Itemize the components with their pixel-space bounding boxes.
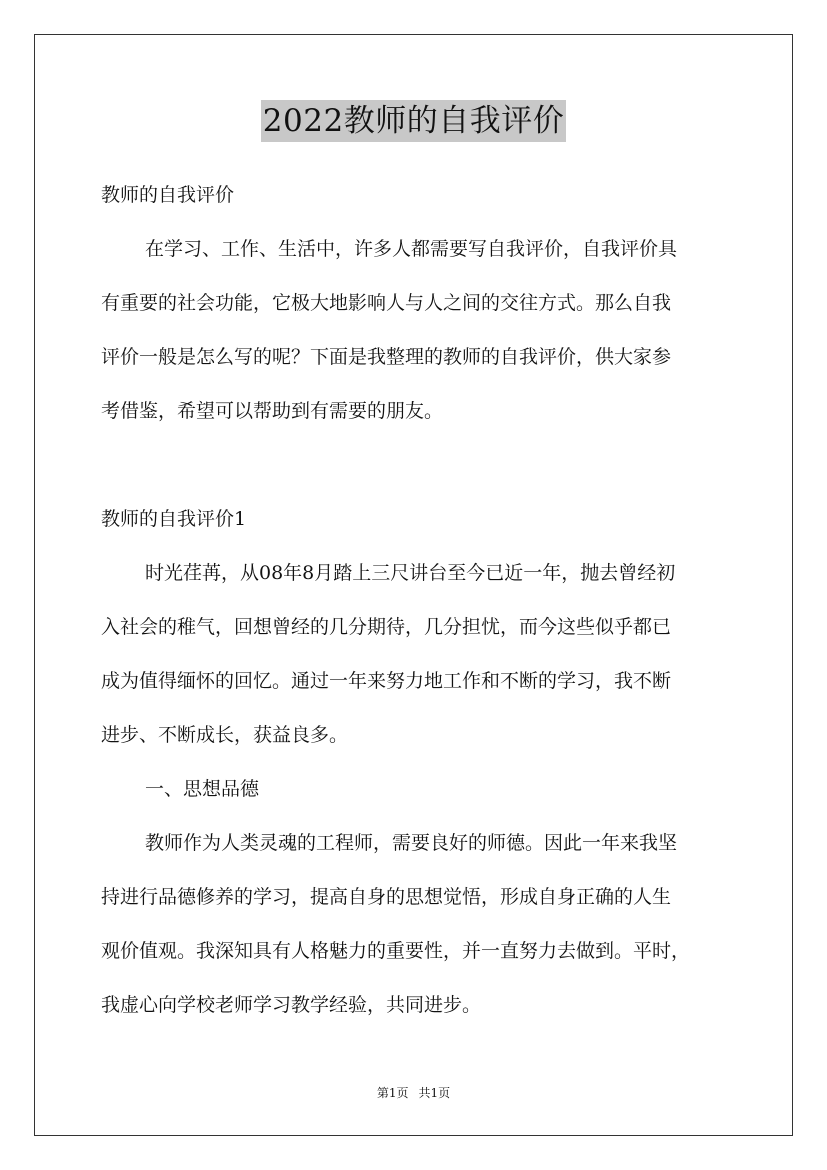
para2-line: 教师作为人类灵魂的工程师，需要良好的师德。因此一年来我坚 [145, 832, 678, 854]
page-footer [0, 1084, 827, 1101]
para1-line: 成为值得缅怀的回忆。通过一年来努力地工作和不断的学习，我不断 [101, 670, 672, 692]
para2-line: 观价值观。我深知具有人格魅力的重要性，并一直努力去做到。平时， [101, 940, 691, 962]
page-total: 共1页 [418, 1086, 451, 1100]
section-heading: 一、思想品德 [145, 778, 260, 800]
para1-line: 进步、不断成长，获益良多。 [101, 724, 349, 746]
heading-1: 教师的自我评价 [101, 184, 235, 206]
page-number: 第1页 [376, 1086, 409, 1100]
intro-line: 有重要的社会功能，它极大地影响人与人之间的交往方式。那么自我 [101, 292, 672, 314]
para2-line: 持进行品德修养的学习，提高自身的思想觉悟，形成自身正确的人生 [101, 886, 672, 908]
heading-2: 教师的自我评价1 [101, 508, 247, 530]
intro-line: 考借鉴，希望可以帮助到有需要的朋友。 [101, 400, 444, 422]
para1-line: 入社会的稚气，回想曾经的几分期待，几分担忧，而今这些似乎都已 [101, 616, 672, 638]
para2-line: 我虚心向学校老师学习教学经验，共同进步。 [101, 994, 482, 1016]
intro-line: 在学习、工作、生活中，许多人都需要写自我评价，自我评价具 [145, 238, 678, 260]
document-title: 2022教师的自我评价 [261, 100, 566, 142]
para1-line: 时光荏苒，从08年8月踏上三尺讲台至今已近一年，抛去曾经初 [145, 562, 676, 584]
intro-line: 评价一般是怎么写的呢？下面是我整理的教师的自我评价，供大家参 [101, 346, 672, 368]
